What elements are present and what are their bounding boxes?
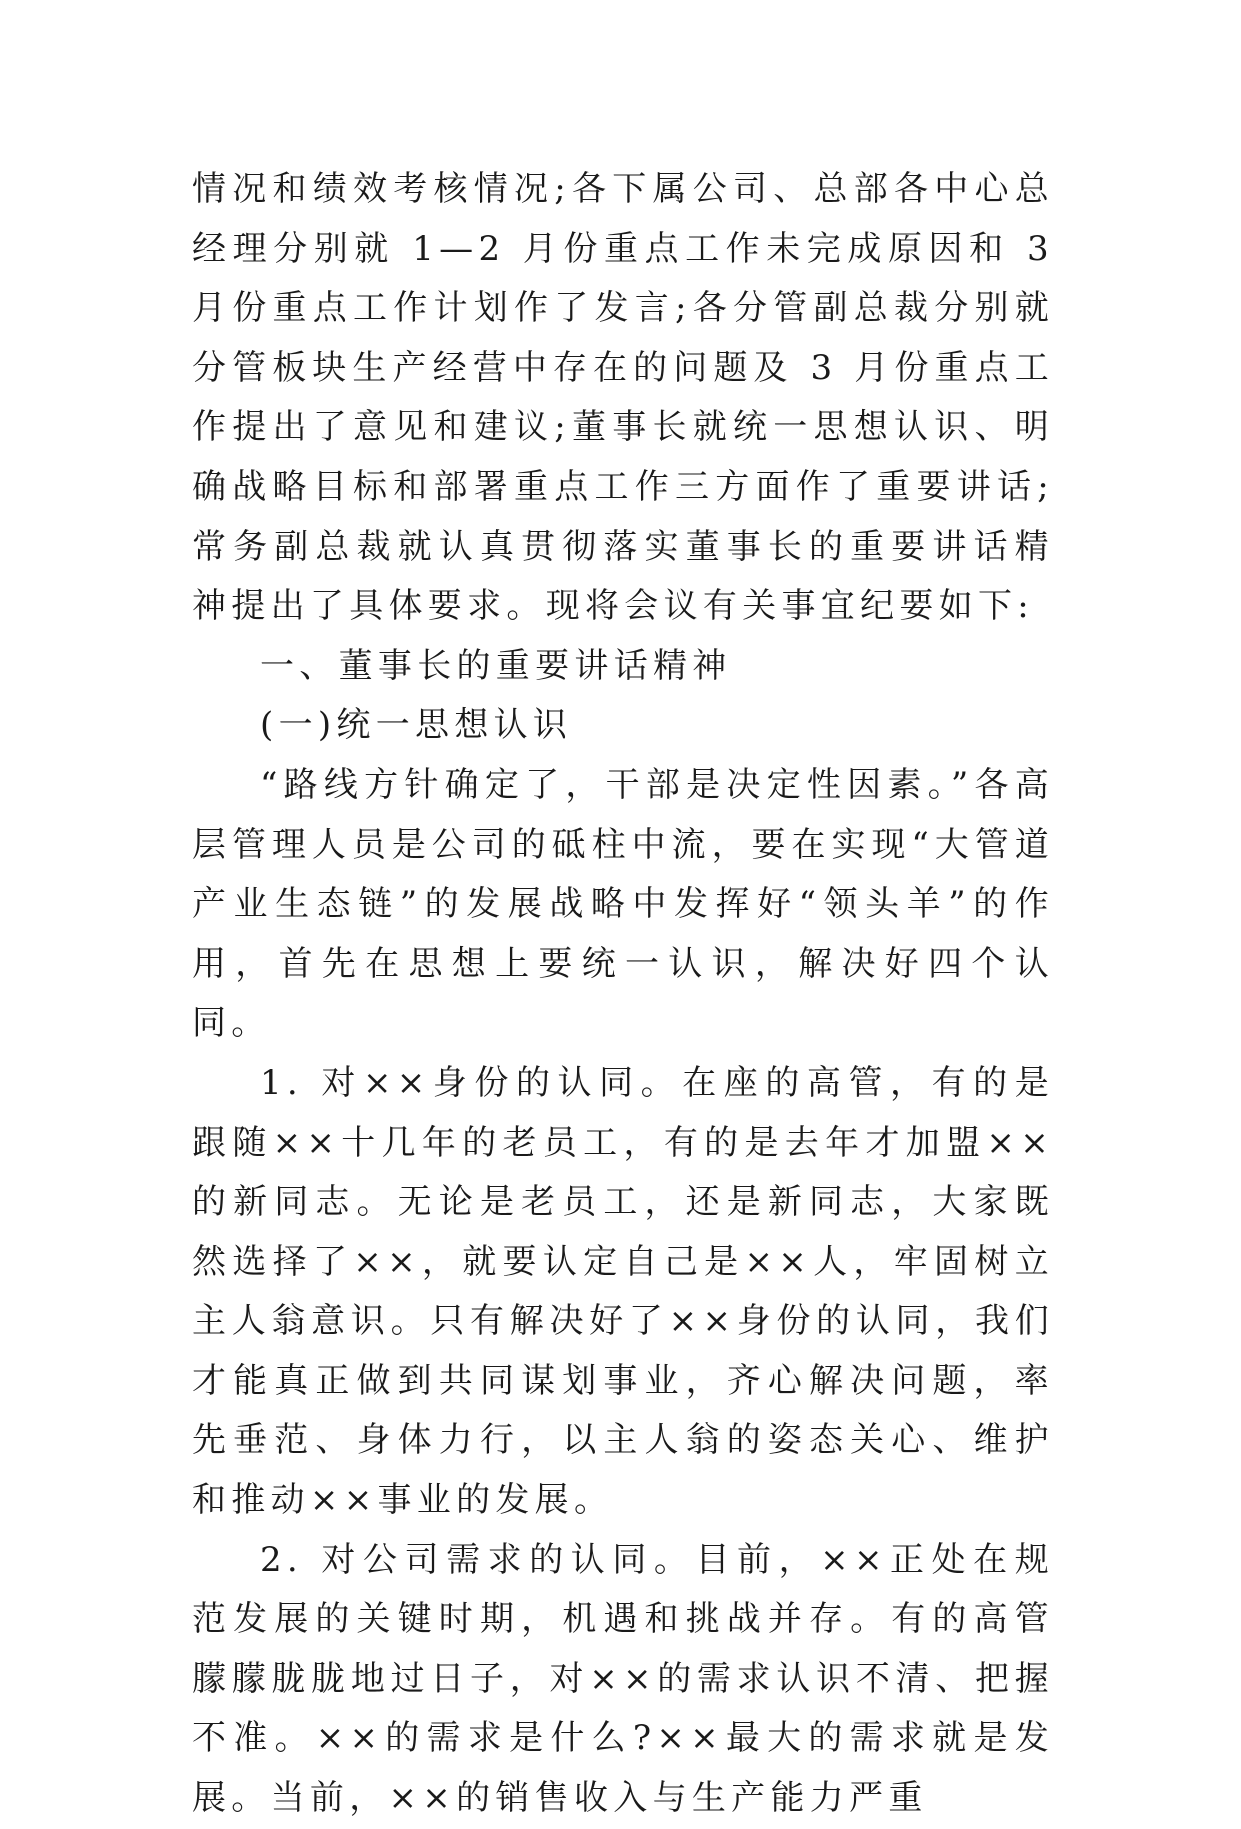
subsection-heading-unify-thinking: (一)统一思想认识 xyxy=(260,705,573,746)
document-body xyxy=(192,160,1054,1829)
section-heading-chairman-speech: 一、董事长的重要讲话精神 xyxy=(260,645,732,686)
body-paragraph-company-needs: 2. 对公司需求的认同。目前，××正处在规范发展的关键时期，机遇和挑战并存。有的高管朦朦胧胧地过日子，对××的需求认识不清、把握不准。××的需求是什么?××最大的需求就是发展。当前，××的销售收入与生产能力严重 xyxy=(192,1539,1054,1819)
body-paragraph-identity-recognition: 1. 对××身份的认同。在座的高管，有的是跟随××十几年的老员工，有的是去年才加盟××的新同志。无论是老员工，还是新同志，大家既然选择了××，就要认定自己是××人，牢固树立主人翁意识。只有解决好了××身份的认同，我们才能真正做到共同谋划事业，齐心解决问题，率先垂范、身体力行，以主人翁的姿态关心、维护和推动××事业的发展。 xyxy=(192,1062,1054,1521)
body-paragraph-cadres: “路线方针确定了，干部是决定性因素。”各高层管理人员是公司的砥柱中流，要在实现“大管道产业生态链”的发展战略中发挥好“领头羊”的作用，首先在思想上要统一认识，解决好四个认同。 xyxy=(192,764,1054,1044)
meeting-summary-paragraph: 情况和绩效考核情况;各下属公司、总部各中心总经理分别就 1—2 月份重点工作未完成原因和 3 月份重点工作计划作了发言;各分管副总裁分别就分管板块生产经营中存在的问题及 3 月份重点工作提出了意见和建议;董事长就统一思想认识、明确战略目标和部署重点工作三方面作了重要讲话;常务副总裁就认真贯彻落实董事长的重要讲话精神提出了具体要求。现将会议有关事宜纪要如下: xyxy=(192,169,1054,627)
